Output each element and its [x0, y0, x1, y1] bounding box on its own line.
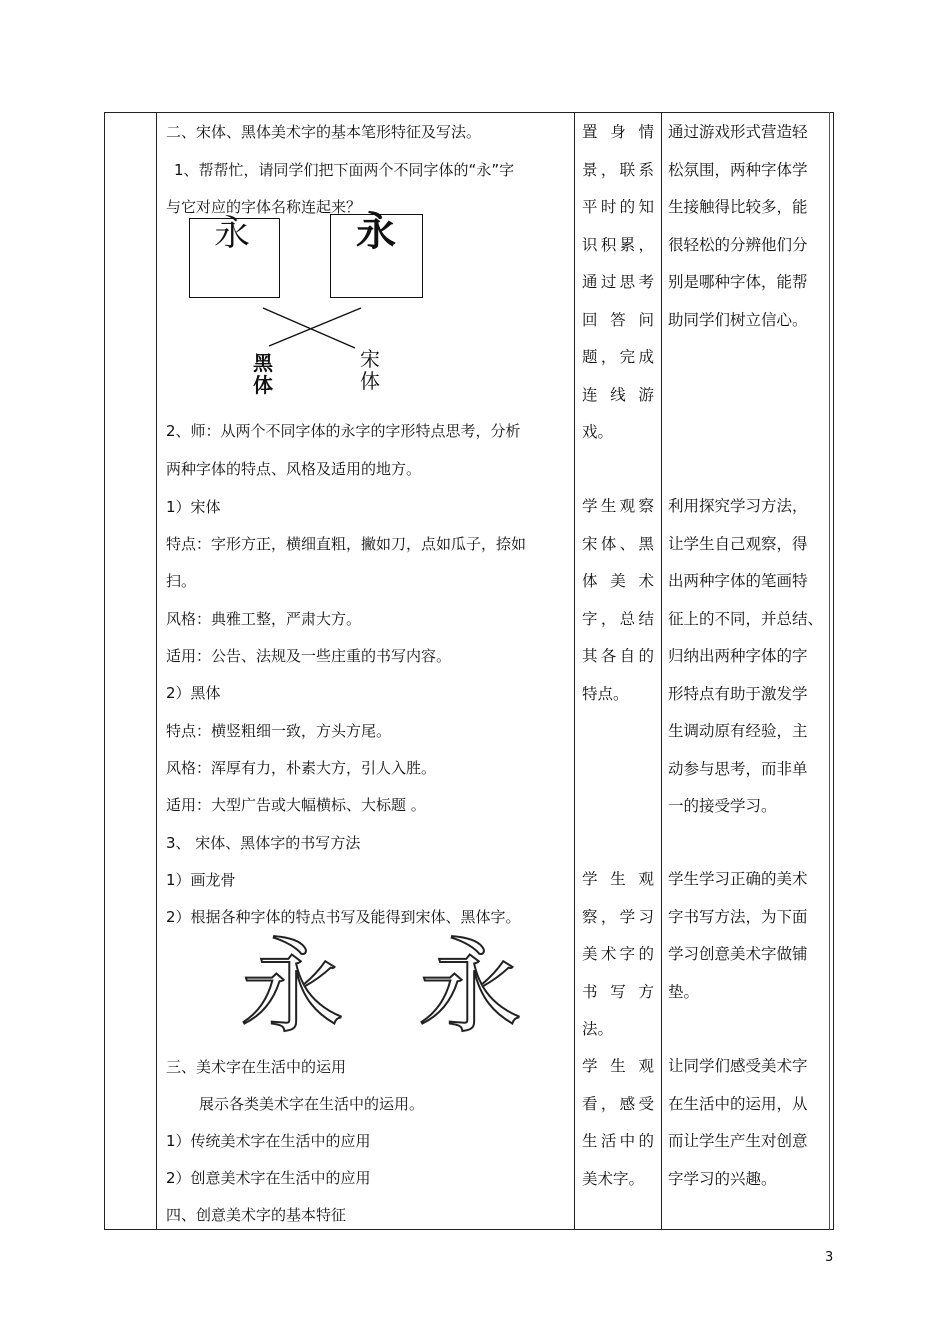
text-line: 学生观	[582, 870, 654, 888]
section3-item2: 2）创意美术字在生活中的应用	[166, 1169, 371, 1187]
glyph-yong-songti: 永	[214, 213, 251, 254]
question1-line2: 与它对应的字体名称连起来？	[166, 198, 362, 216]
text-line: 在生活中的运用，从	[668, 1094, 808, 1113]
student-activity-3	[582, 861, 654, 1049]
text-line: 宋体、黑	[582, 534, 654, 553]
question3-step1: 1）画龙骨	[166, 871, 236, 889]
label-heiti-2: 体	[253, 373, 273, 397]
text-line: 置身情	[582, 123, 654, 141]
text-line: 题，完成	[582, 348, 654, 366]
section3-heading: 三、美术字在生活中的运用	[166, 1058, 347, 1076]
text-line: 生活中的	[582, 1132, 654, 1150]
label-heiti-1: 黑	[253, 351, 273, 375]
text-line: 生接触得比较多，能	[668, 198, 808, 216]
text-line: 让学生自己观察，得	[668, 534, 808, 553]
text-line: 很轻松的分辨他们分	[668, 235, 808, 254]
question3-step2: 2）根据各种字体的特点书写及能得到宋体、黑体字。	[166, 908, 521, 926]
text-line: 让同学们感受美术字	[668, 1057, 808, 1075]
text-line: 特点。	[582, 684, 629, 703]
text-line: 字书写方法，为下面	[668, 907, 808, 926]
heiti-use: 适用：大型广告或大幅横标、大标题 。	[166, 796, 426, 814]
text-line: 学生观	[582, 1057, 654, 1075]
outline-glyph-songti: 永	[240, 926, 345, 1048]
text-line: 利用探究学习方法，	[668, 497, 808, 515]
text-line: 回答问	[582, 310, 654, 329]
match-line	[263, 308, 355, 348]
text-line: 书写方	[582, 982, 654, 1001]
text-line: 垫。	[668, 982, 700, 1001]
text-line: 通过思考	[582, 273, 654, 291]
text-line: 察，学习	[582, 907, 654, 926]
label-songti-1: 宋	[360, 347, 380, 371]
design-intent-3	[668, 861, 826, 1011]
student-activity-4	[582, 1048, 654, 1198]
question3-title: 3、 宋体、黑体字的书写方法	[166, 834, 361, 852]
text-line: 松氛围，两种字体学	[668, 160, 808, 179]
page-number: 3	[825, 1250, 834, 1265]
table-divider	[574, 112, 575, 1230]
label-songti-2: 体	[360, 369, 380, 393]
design-intent-4	[668, 1048, 826, 1198]
section4-heading: 四、创意美术字的基本特征	[166, 1206, 347, 1224]
glyph-yong-heiti: 永	[356, 209, 396, 255]
text-line: 体美术	[582, 572, 654, 590]
question2-line2: 两种字体的特点、风格及适用的地方。	[166, 460, 422, 478]
section3-intro: 展示各类美术字在生活中的运用。	[199, 1095, 425, 1113]
text-line: 出两种字体的笔画特	[668, 572, 808, 590]
heiti-feature: 特点：横竖粗细一致，方头方尾。	[166, 722, 392, 740]
text-line: 法。	[582, 1020, 614, 1038]
text-line: 看，感受	[582, 1094, 654, 1113]
section2-heading: 二、宋体、黑体美术字的基本笔形特征及写法。	[166, 123, 482, 141]
student-activity-1	[582, 114, 654, 452]
songti-style: 风格：典雅工整，严肃大方。	[166, 610, 362, 628]
text-line: 通过游戏形式营造轻	[668, 123, 808, 141]
text-line: 助同学们树立信心。	[668, 310, 808, 329]
text-line: 学习创意美术字做铺	[668, 945, 808, 963]
design-intent-2	[668, 488, 826, 826]
songti-feature-cont: 扫。	[166, 572, 197, 590]
heiti-title: 2）黑体	[166, 684, 221, 702]
songti-use: 适用：公告、法规及一些庄重的书写内容。	[166, 647, 452, 665]
student-activity-2	[582, 488, 654, 713]
text-line: 字学习的兴趣。	[668, 1169, 777, 1188]
text-line: 学生学习正确的美术	[668, 870, 808, 888]
section3-item1: 1）传统美术字在生活中的应用	[166, 1132, 371, 1150]
text-line: 字，总结	[582, 609, 654, 628]
text-line: 戏。	[582, 423, 614, 441]
text-line: 其各自的	[582, 647, 654, 665]
match-line	[269, 308, 361, 346]
table-divider	[829, 112, 830, 1230]
table-divider	[156, 112, 157, 1230]
question1-line1: 1、帮帮忙，请同学们把下面两个不同字体的“永”字	[174, 161, 515, 179]
songti-feature: 特点：字形方正，横细直粗，撇如刀，点如瓜子，捺如	[166, 535, 527, 553]
outline-glyph-heiti: 永	[418, 926, 523, 1048]
text-line: 美术字。	[582, 1169, 645, 1188]
text-line: 动参与思考，而非单	[668, 759, 808, 778]
table-divider	[661, 112, 662, 1230]
design-intent-1	[668, 114, 826, 339]
text-line: 连线游	[582, 385, 654, 404]
text-line: 一的接受学习。	[668, 797, 777, 815]
text-line: 生调动原有经验，主	[668, 722, 808, 740]
heiti-style: 风格：浑厚有力，朴素大方，引人入胜。	[166, 759, 437, 777]
matching-lines	[255, 300, 375, 350]
text-line: 学生观察	[582, 497, 654, 515]
text-line: 识积累，	[582, 235, 654, 254]
text-line: 归纳出两种字体的字	[668, 647, 808, 665]
text-line: 景，联系	[582, 160, 654, 179]
text-line: 而让学生产生对创意	[668, 1132, 808, 1150]
question2-line1: 2、师：从两个不同字体的永字的字形特点思考，分析	[166, 422, 521, 440]
text-line: 征上的不同，并总结、	[668, 609, 824, 628]
text-line: 平时的知	[582, 198, 654, 216]
text-line: 别是哪种字体，能帮	[668, 273, 808, 291]
songti-title: 1）宋体	[166, 498, 221, 516]
text-line: 形特点有助于激发学	[668, 684, 808, 703]
text-line: 美术字的	[582, 945, 654, 963]
